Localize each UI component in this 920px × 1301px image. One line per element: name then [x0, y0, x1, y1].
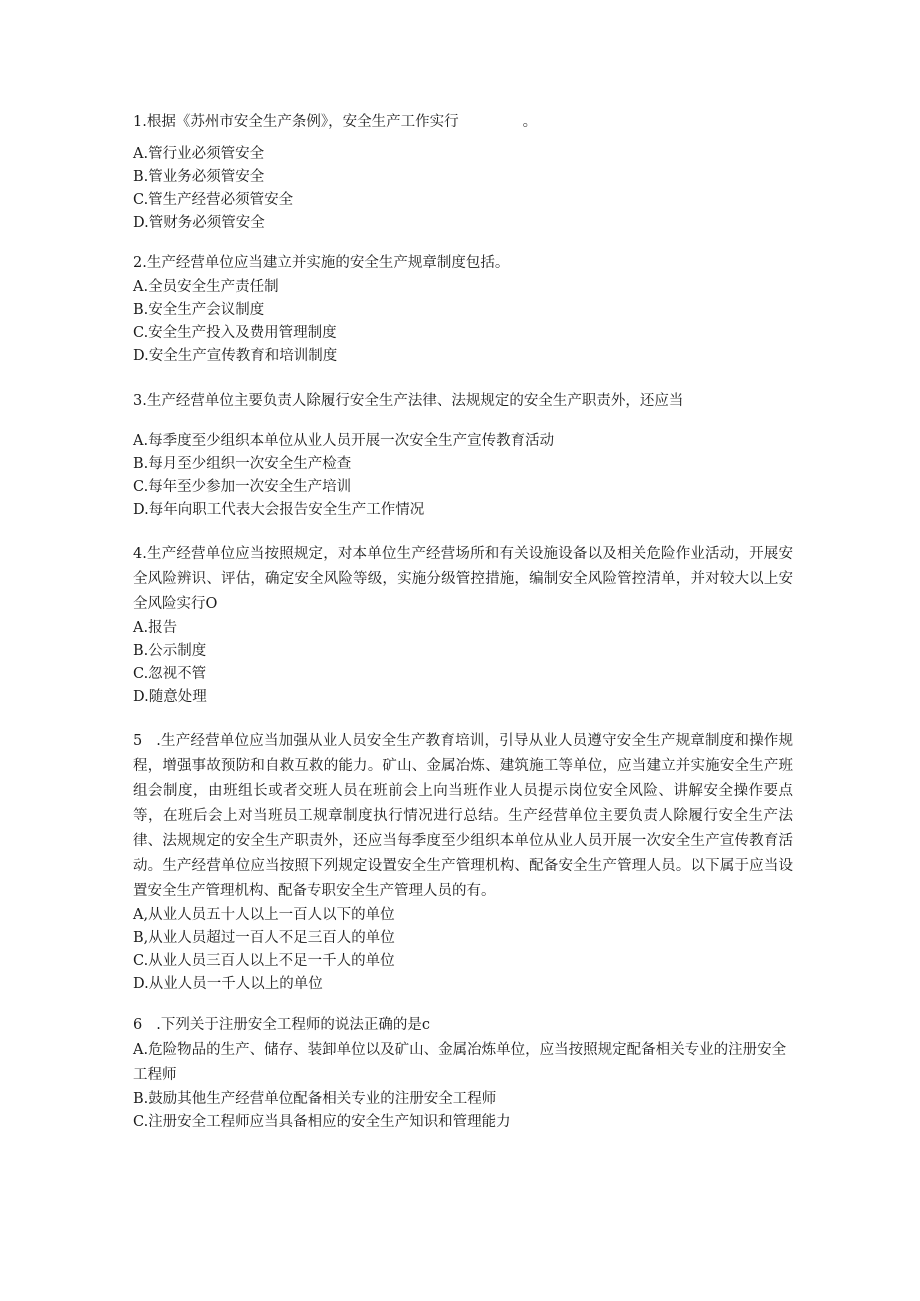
question-number: 6 [133, 1017, 143, 1033]
stem-text: .下列关于注册安全工程师的说法正确的是c [156, 1017, 430, 1033]
question-stem: 3.生产经营单位主要负责人除履行安全生产法律、法规规定的安全生产职责外，还应当 [133, 393, 684, 409]
question-number: 5 [133, 733, 143, 749]
option-d: D.随意处理 [133, 689, 207, 705]
question-4 [133, 542, 793, 709]
question-stem: 2.生产经营单位应当建立并实施的安全生产规章制度包括。 [133, 255, 510, 271]
option-b: B.管业务必须管安全 [133, 169, 265, 185]
option-c: C.忽视不管 [133, 666, 207, 682]
option-a: A.全员安全生产责任制 [133, 279, 279, 295]
option-d: D.每年向职工代表大会报告安全生产工作情况 [133, 502, 425, 518]
option-b: B.公示制度 [133, 643, 207, 659]
option-b: B.鼓励其他生产经营单位配备相关专业的注册安全工程师 [133, 1091, 497, 1107]
question-1 [133, 110, 793, 235]
option-c: C.注册安全工程师应当具备相应的安全生产知识和管理能力 [133, 1114, 511, 1130]
option-d: D.从业人员一千人以上的单位 [133, 976, 323, 992]
question-stem [133, 729, 793, 904]
question-stem [133, 1013, 793, 1038]
option-a: A.管行业必须管安全 [133, 146, 265, 162]
option-a: A,从业人员五十人以上一百人以下的单位 [133, 907, 395, 923]
question-6 [133, 1013, 793, 1134]
question-5 [133, 729, 793, 996]
option-a: A.危险物品的生产、储存、装卸单位以及矿山、金属冶炼单位，应当按照规定配备相关专业的注册安全工程师 [133, 1042, 787, 1083]
document-page [133, 110, 793, 1151]
question-stem [133, 110, 793, 135]
option-a: A.每季度至少组织本单位从业人员开展一次安全生产宣传教育活动 [133, 433, 555, 449]
option-d: D.安全生产宣传教育和培训制度 [133, 348, 338, 364]
option-c: C.管生产经营必须管安全 [133, 192, 294, 208]
option-b: B,从业人员超过一百人不足三百人的单位 [133, 930, 395, 946]
option-c: C.安全生产投入及费用管理制度 [133, 325, 337, 341]
option-c: C.从业人员三百人以上不足一千人的单位 [133, 953, 395, 969]
option-b: B.安全生产会议制度 [133, 302, 265, 318]
option-b: B.每月至少组织一次安全生产检查 [133, 456, 352, 472]
stem-text: 1.根据《苏州市安全生产条例》，安全生产工作实行 [133, 114, 459, 130]
stem-text: .生产经营单位应当加强从业人员安全生产教育培训，引导从业人员遵守安全生产规章制度和操作规程，增强事故预防和自救互救的能力。矿山、金属冶炼、建筑施工等单位，应当建立并实施安全生产班组会制度，由班组长或者交班人员在班前会上向当班作业人员提示岗位安全风险、讲解安全操作要点等，在班后会上对当班员工规章制度执行情况进行总结。生产经营单位主要负责人除履行安全生产法律、法规规定的安全生产职责外，还应当每季度至少组织本单位从业人员开展一次安全生产宣传教育活动。生产经营单位应当按照下列规定设置安全生产管理机构、配备安全生产管理人员。以下属于应当设置安全生产管理机构、配备专职安全生产管理人员的有。 [133, 733, 793, 899]
option-a: A.报告 [133, 620, 178, 636]
option-c: C.每年至少参加一次安全生产培训 [133, 479, 352, 495]
question-2 [133, 251, 793, 368]
question-3 [133, 389, 793, 522]
question-stem: 4.生产经营单位应当按照规定，对本单位生产经营场所和有关设施设备以及相关危险作业活动，开展安全风险辨识、评估，确定安全风险等级，实施分级管控措施，编制安全风险管控清单，并对较大以上安全风险实行O [133, 546, 793, 612]
stem-end: 。 [522, 114, 538, 130]
option-d: D.管财务必须管安全 [133, 215, 265, 231]
